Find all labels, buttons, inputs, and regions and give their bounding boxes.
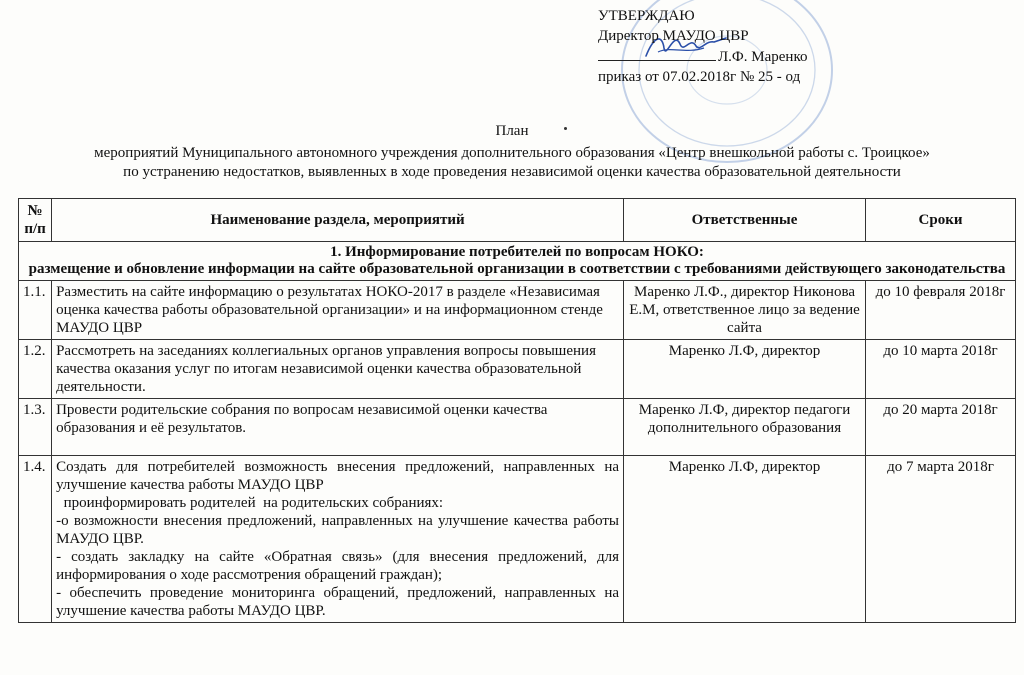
section-title bbox=[19, 242, 1016, 281]
section-line-1: 1. Информирование потребителей по вопросам НОКО: bbox=[330, 244, 704, 260]
header-term: Сроки bbox=[866, 199, 1016, 242]
row-resp: Маренко Л.Ф., директор Никонова Е.М, ответственное лицо за ведение сайта bbox=[624, 281, 866, 340]
row-name-line-1: Создать для потребителей возможность внесения предложений, направленных на улучшение качества работы МАУДО ЦВР bbox=[56, 459, 620, 493]
row-num: 1.4. bbox=[19, 456, 52, 623]
header-name: Наименование раздела, мероприятий bbox=[52, 199, 624, 242]
row-resp: Маренко Л.Ф, директор педагоги дополнительного образования bbox=[624, 399, 866, 456]
row-name: Рассмотреть на заседаниях коллегиальных органов управления вопросы повышения качества оказания услуг по итогам независимой оценки качества образовательной деятельности. bbox=[52, 340, 624, 399]
page-title: План bbox=[495, 123, 529, 139]
row-name bbox=[52, 456, 624, 623]
row-resp: Маренко Л.Ф, директор bbox=[624, 340, 866, 399]
table-row bbox=[19, 340, 1016, 399]
row-name-line-5: - обеспечить проведение мониторинга обращений, предложений, направленных на улучшение качества работы МАУДО ЦВР. bbox=[56, 585, 620, 619]
approval-signatory bbox=[598, 46, 858, 67]
signature-line bbox=[598, 46, 716, 61]
table-header-row bbox=[19, 199, 1016, 242]
approval-name: Л.Ф. Маренко bbox=[718, 49, 808, 65]
dot-mark bbox=[564, 127, 567, 130]
row-num: 1.2. bbox=[19, 340, 52, 399]
heading-line-1: мероприятий Муниципального автономного учреждения дополнительного образования «Центр внешкольной работы с. Троицкое» bbox=[94, 145, 930, 161]
row-num: 1.3. bbox=[19, 399, 52, 456]
row-name: Разместить на сайте информацию о результатах НОКО-2017 в разделе «Независимая оценка качества работы образовательной организации» и на информационном стенде МАУДО ЦВР bbox=[52, 281, 624, 340]
section-line-2: размещение и обновление информации на сайте образовательной организации в соответствии с требованиями действующего законодательства bbox=[28, 261, 1006, 277]
table-row bbox=[19, 456, 1016, 623]
row-term: до 7 марта 2018г bbox=[866, 456, 1016, 623]
table-row bbox=[19, 399, 1016, 456]
table-row bbox=[19, 281, 1016, 340]
plan-table bbox=[18, 198, 1016, 623]
header-num: № п/п bbox=[19, 199, 52, 242]
approval-position: Директор МАУДО ЦВР bbox=[598, 28, 749, 44]
row-name-line-3: -о возможности внесения предложений, направленных на улучшение качества работы МАУДО ЦВР. bbox=[56, 513, 620, 547]
row-name-line-2: проинформировать родителей на родительских собраниях: bbox=[56, 495, 444, 511]
row-resp: Маренко Л.Ф, директор bbox=[624, 456, 866, 623]
header-resp: Ответственные bbox=[624, 199, 866, 242]
row-name-line-4: - создать закладку на сайте «Обратная связь» (для внесения предложений, для информирования о ходе рассмотрения обращений граждан); bbox=[56, 549, 620, 583]
section-row bbox=[19, 242, 1016, 281]
heading-line-2: по устранению недостатков, выявленных в ходе проведения независимой оценки качества образовательной деятельности bbox=[123, 164, 901, 180]
row-num: 1.1. bbox=[19, 281, 52, 340]
approval-block bbox=[598, 6, 858, 87]
approval-title: УТВЕРЖДАЮ bbox=[598, 8, 695, 24]
row-term: до 20 марта 2018г bbox=[866, 399, 1016, 456]
row-term: до 10 февраля 2018г bbox=[866, 281, 1016, 340]
row-name: Провести родительские собрания по вопросам независимой оценки качества образования и её результатов. bbox=[52, 399, 624, 456]
approval-order: приказ от 07.02.2018г № 25 - од bbox=[598, 69, 801, 85]
row-term: до 10 марта 2018г bbox=[866, 340, 1016, 399]
